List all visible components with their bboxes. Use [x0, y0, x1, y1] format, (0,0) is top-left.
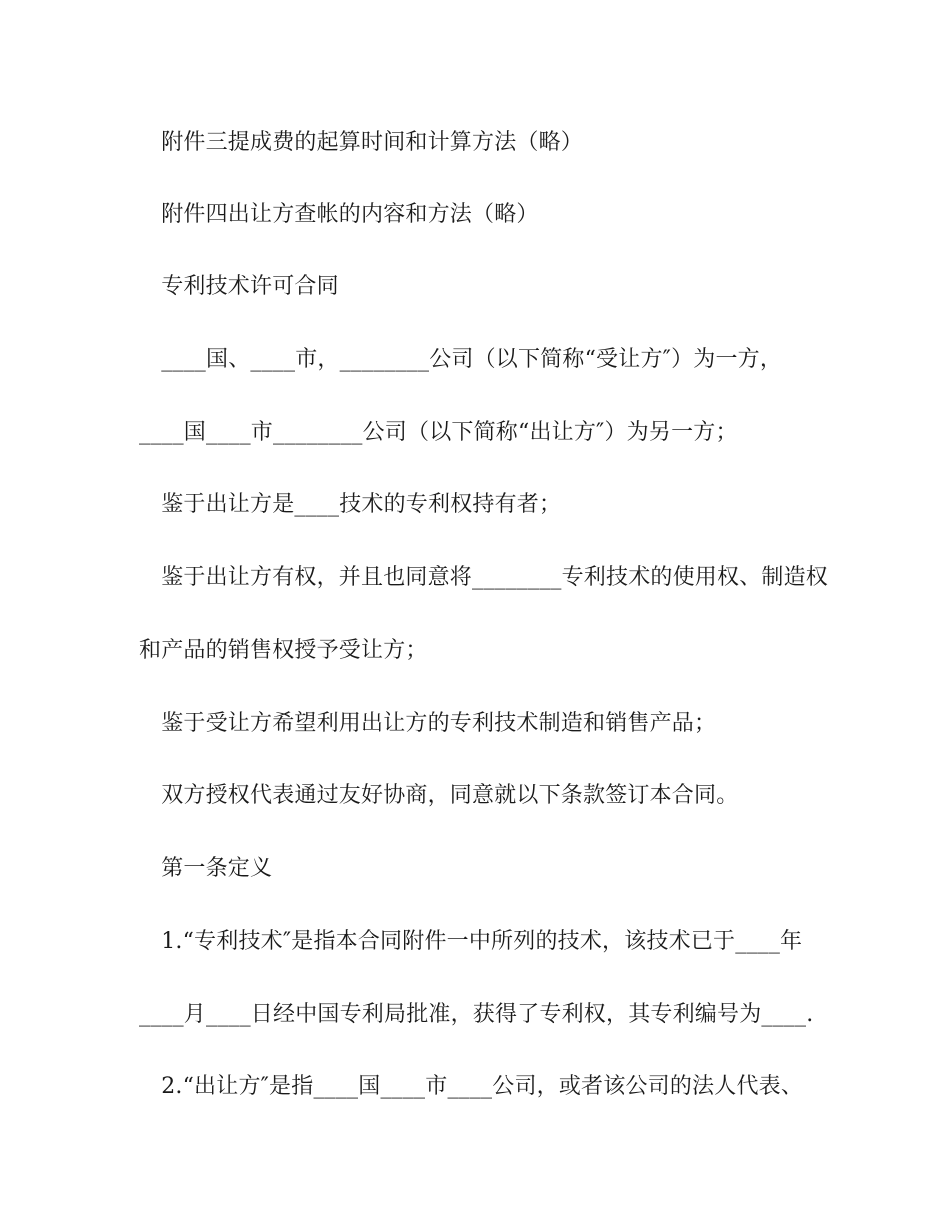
text-line: 鉴于出让方是____技术的专利权持有者；: [139, 492, 562, 517]
text-line: 和产品的销售权授予受让方；: [139, 638, 428, 663]
text-line: 双方授权代表通过友好协商，同意就以下条款签订本合同。: [139, 783, 739, 808]
text-line: ____国____市________公司（以下简称“出让方″）为另一方；: [139, 420, 738, 445]
text-line: 附件四出让方查帐的内容和方法（略）: [139, 202, 539, 227]
text-line: 鉴于出让方有权，并且也同意将________专利技术的使用权、制造权: [139, 565, 829, 590]
text-line: 2.“出让方″是指____国____市____公司，或者该公司的法人代表、: [139, 1074, 804, 1099]
section-title: 第一条定义: [139, 856, 273, 881]
section-title: 专利技术许可合同: [139, 274, 339, 299]
text-line: 鉴于受让方希望利用出让方的专利技术制造和销售产品；: [139, 711, 717, 736]
text-line: 1.“专利技术″是指本合同附件一中所列的技术，该技术已于____年: [139, 929, 803, 954]
text-line: ____月____日经中国专利局批准，获得了专利权，其专利编号为____.: [139, 1002, 814, 1027]
text-line: ____国、____市，________公司（以下简称“受让方″）为一方，: [139, 347, 783, 372]
text-line: 附件三提成费的起算时间和计算方法（略）: [139, 130, 584, 155]
